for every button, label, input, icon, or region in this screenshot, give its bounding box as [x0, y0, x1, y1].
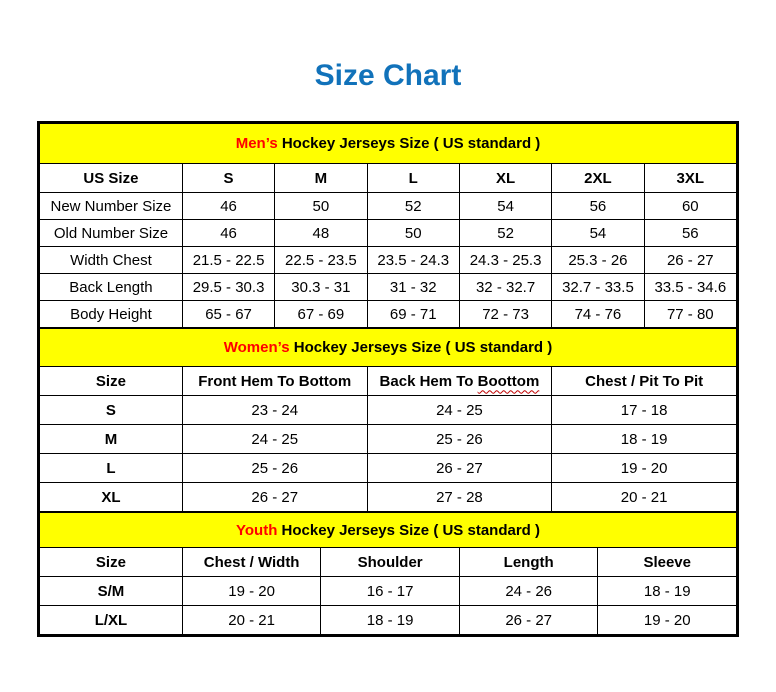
womens-header-row	[40, 367, 737, 396]
womens-col-header-chest: Chest / Pit To Pit	[552, 367, 737, 396]
youth-header-row	[40, 548, 737, 577]
size-cell: 46	[182, 220, 274, 247]
mens-col-header-s: S	[182, 164, 274, 193]
size-cell: 69 - 71	[367, 301, 459, 328]
size-cell: 22.5 - 23.5	[275, 247, 367, 274]
row-label: M	[40, 425, 183, 454]
womens-col-header-size: Size	[40, 367, 183, 396]
womens-size-table	[39, 328, 737, 512]
row-label: L	[40, 454, 183, 483]
table-row-womens-s	[40, 396, 737, 425]
youth-col-header-length: Length	[459, 548, 598, 577]
row-label: S	[40, 396, 183, 425]
row-label: XL	[40, 483, 183, 512]
table-row-width-chest	[40, 247, 737, 274]
youth-col-header-chest-width: Chest / Width	[182, 548, 321, 577]
size-cell: 20 - 21	[552, 483, 737, 512]
womens-band-highlight: Women’s	[223, 339, 290, 356]
size-cell: 19 - 20	[598, 606, 737, 635]
size-cell: 21.5 - 22.5	[182, 247, 274, 274]
mens-size-table	[39, 123, 737, 328]
youth-band-highlight: Youth	[236, 521, 278, 539]
size-cell: 19 - 20	[552, 454, 737, 483]
size-cell: 65 - 67	[182, 301, 274, 328]
youth-band-text: Hockey Jerseys Size ( US standard )	[277, 521, 540, 539]
size-cell: 50	[275, 193, 367, 220]
size-cell: 32 - 32.7	[459, 274, 551, 301]
size-cell: 24.3 - 25.3	[459, 247, 551, 274]
size-cell: 77 - 80	[644, 301, 736, 328]
table-row-old-number-size	[40, 220, 737, 247]
table-row-youth-sm	[40, 577, 737, 606]
size-cell: 74 - 76	[552, 301, 644, 328]
size-cell: 31 - 32	[367, 274, 459, 301]
page-title: Size Chart	[314, 59, 462, 92]
size-cell: 32.7 - 33.5	[552, 274, 644, 301]
table-row-body-height	[40, 301, 737, 328]
back-hem-text: Back Hem To	[379, 372, 478, 390]
table-row-youth-lxl	[40, 606, 737, 635]
youth-section-band-row	[40, 513, 737, 548]
mens-band-highlight: Men’s	[235, 135, 278, 152]
womens-col-header-back-hem	[367, 367, 552, 396]
size-cell: 26 - 27	[459, 606, 598, 635]
row-label: New Number Size	[40, 193, 183, 220]
size-cell: 30.3 - 31	[275, 274, 367, 301]
size-cell: 52	[459, 220, 551, 247]
row-label: Width Chest	[40, 247, 183, 274]
mens-col-header-l: L	[367, 164, 459, 193]
mens-section-band-row	[40, 124, 737, 164]
size-cell: 33.5 - 34.6	[644, 274, 736, 301]
table-row-womens-xl	[40, 483, 737, 512]
size-cell: 46	[182, 193, 274, 220]
size-chart-container	[37, 121, 739, 637]
size-cell: 26 - 27	[367, 454, 552, 483]
table-row-back-length	[40, 274, 737, 301]
size-cell: 67 - 69	[275, 301, 367, 328]
row-label: Body Height	[40, 301, 183, 328]
mens-col-header-3xl: 3XL	[644, 164, 736, 193]
size-cell: 60	[644, 193, 736, 220]
youth-col-header-shoulder: Shoulder	[321, 548, 460, 577]
size-cell: 24 - 25	[182, 425, 367, 454]
table-row-womens-l	[40, 454, 737, 483]
size-cell: 25 - 26	[367, 425, 552, 454]
size-cell: 18 - 19	[552, 425, 737, 454]
table-row-womens-m	[40, 425, 737, 454]
back-hem-misspelled-word: Boottom	[477, 372, 540, 390]
size-cell: 25.3 - 26	[552, 247, 644, 274]
size-cell: 20 - 21	[182, 606, 321, 635]
mens-section-band	[40, 124, 737, 164]
womens-col-header-front-hem: Front Hem To Bottom	[182, 367, 367, 396]
youth-col-header-size: Size	[40, 548, 183, 577]
size-cell: 23.5 - 24.3	[367, 247, 459, 274]
size-cell: 50	[367, 220, 459, 247]
womens-section-band	[40, 329, 737, 367]
mens-header-row	[40, 164, 737, 193]
size-cell: 29.5 - 30.3	[182, 274, 274, 301]
youth-col-header-sleeve: Sleeve	[598, 548, 737, 577]
size-cell: 19 - 20	[182, 577, 321, 606]
row-label: L/XL	[40, 606, 183, 635]
mens-col-header-2xl: 2XL	[552, 164, 644, 193]
size-cell: 56	[644, 220, 736, 247]
size-cell: 24 - 26	[459, 577, 598, 606]
youth-size-table	[39, 512, 737, 635]
row-label: Old Number Size	[40, 220, 183, 247]
size-cell: 16 - 17	[321, 577, 460, 606]
size-cell: 24 - 25	[367, 396, 552, 425]
size-cell: 23 - 24	[182, 396, 367, 425]
size-cell: 26 - 27	[182, 483, 367, 512]
row-label: S/M	[40, 577, 183, 606]
size-cell: 56	[552, 193, 644, 220]
size-cell: 27 - 28	[367, 483, 552, 512]
size-cell: 18 - 19	[321, 606, 460, 635]
size-cell: 25 - 26	[182, 454, 367, 483]
table-row-new-number-size	[40, 193, 737, 220]
mens-col-header-m: M	[275, 164, 367, 193]
womens-section-band-row	[40, 329, 737, 367]
womens-band-text: Hockey Jerseys Size ( US standard )	[289, 339, 553, 356]
size-cell: 54	[552, 220, 644, 247]
youth-section-band	[40, 513, 737, 548]
size-cell: 17 - 18	[552, 396, 737, 425]
size-cell: 52	[367, 193, 459, 220]
mens-col-header-xl: XL	[459, 164, 551, 193]
mens-col-header-us-size: US Size	[40, 164, 183, 193]
size-cell: 26 - 27	[644, 247, 736, 274]
mens-band-text: Hockey Jerseys Size ( US standard )	[277, 135, 541, 152]
size-cell: 18 - 19	[598, 577, 737, 606]
row-label: Back Length	[40, 274, 183, 301]
size-cell: 48	[275, 220, 367, 247]
size-cell: 72 - 73	[459, 301, 551, 328]
size-cell: 54	[459, 193, 551, 220]
